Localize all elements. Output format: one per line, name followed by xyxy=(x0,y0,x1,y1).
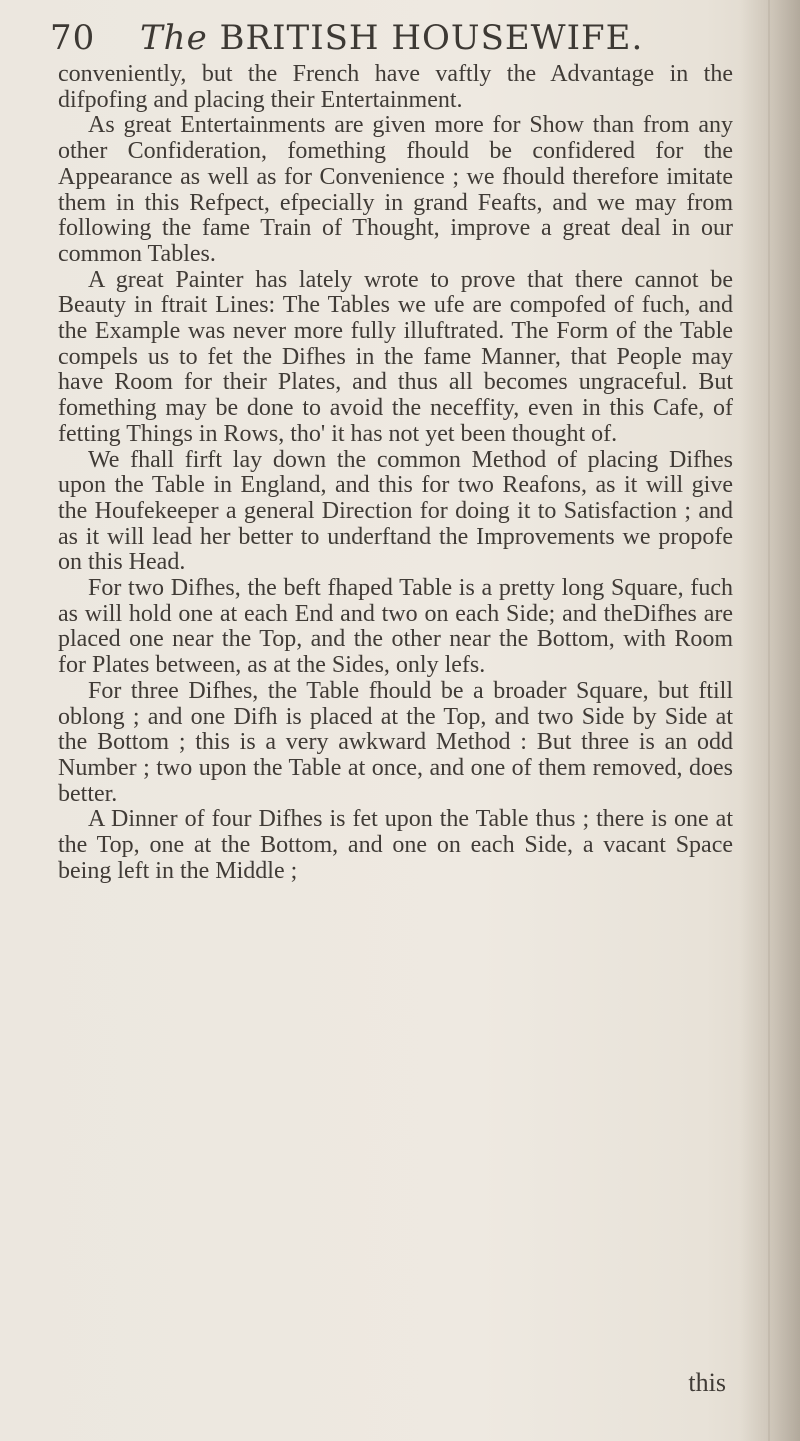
paragraph-four-dishes: A Dinner of four Difhes is fet upon the Table thus ; there is one at the Top, one at the Bottom, and one on each Side, a vacant Space being left in the Middle ; xyxy=(58,806,733,884)
paragraph-common-method: We fhall firft lay down the common Method of placing Difhes upon the Table in England, and this for two Reafons, as it will give the Houfekeeper a general Direction for doing it to Satisfaction ; and as it will lead her better to underftand the Improvements we propofe on this Head. xyxy=(58,446,733,576)
body-text xyxy=(58,62,733,885)
running-head-main: BRITISH HOUSEWIFE. xyxy=(219,18,644,58)
paragraph-three-dishes: For three Difhes, the Table fhould be a broader Square, but ftill oblong ; and one Difh is placed at the Top, and two Side by Side at the Bottom ; this is a very awkward Method : But three is an odd Number ; two upon the Table at once, and one of them removed, does better. xyxy=(58,677,733,807)
paragraph-continued: conveniently, but the French have vaftly the Advantage in the difpofing and placing their Entertainment. xyxy=(58,61,733,113)
page-number: 70 xyxy=(50,18,96,58)
running-header xyxy=(50,12,750,66)
paragraph-painter: A great Painter has lately wrote to prove that there cannot be Beauty in ftrait Lines: The Tables we ufe are compofed of fuch, and the Example was never more fully illuftrated. The Form of the Table compels us to fet the Difhes in the fame Manner, that People may have Room for their Plates, and thus all becomes ungraceful. But fomething may be done to avoid the neceffity, even in this Cafe, of fetting Things in Rows, tho' it has not yet been thought of. xyxy=(58,266,733,447)
running-head-prefix: The xyxy=(140,18,208,58)
running-head-title xyxy=(140,18,643,58)
catchword: this xyxy=(688,1368,726,1397)
paragraph-entertainments: As great Entertainments are given more for Show than from any other Confideration, fomething fhould be confidered for the Appearance as well as for Convenience ; we fhould therefore imitate them in this Refpect, efpecially in grand Feafts, and we may from following the fame Train of Thought, improve a great deal in our common Tables. xyxy=(58,112,733,267)
page-edge-line xyxy=(768,0,770,1441)
paragraph-two-dishes: For two Difhes, the beft fhaped Table is a pretty long Square, fuch as will hold one at each End and two on each Side; and theDifhes are placed one near the Top, and the other near the Bottom, with Room for Plates between, as at the Sides, only lefs. xyxy=(58,575,733,679)
page-edge-shadow xyxy=(740,0,800,1441)
